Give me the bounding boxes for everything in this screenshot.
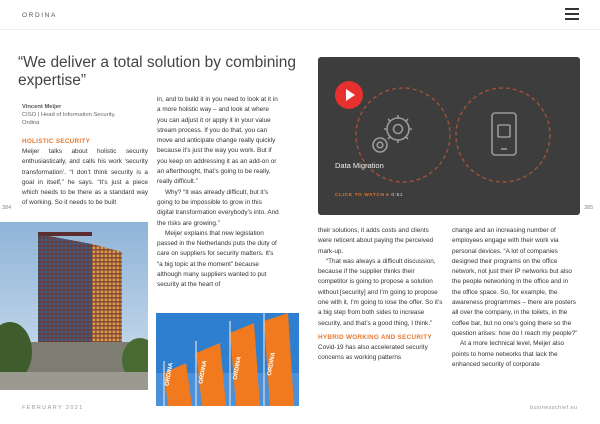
paragraph: “That was always a difficult discussion, because if the supplier thinks their competitor is going to propose a solution without [security] and I’m going to propose one with it, I’m going to lose the offer. So it’s a big step from both sides to increase security, and that’s a good thing, I think.”: [318, 257, 443, 327]
byline-title: CISO | Head of Information Security,: [22, 112, 116, 118]
click-to-watch-link[interactable]: [335, 193, 403, 198]
flag-text: ORDINA: [164, 362, 175, 387]
flag-text: ORDINA: [198, 360, 209, 385]
smartphone-icon: [492, 113, 516, 155]
video-illustration: [318, 57, 580, 215]
brand-logo[interactable]: ORDINA: [22, 12, 57, 19]
byline: [22, 103, 116, 127]
paragraph: change and an increasing number of employees engage with their work via personal devices. “A lot of companies designed their programs on the office network, not just their IP networks but also the people networking in the office and in the office space. So, for example, the awareness programmes – there are posters all over the company, in the toilets, in the coffee bar, but no one’s going there so the question arises: how do I reach my people?”: [452, 227, 578, 337]
paragraph: At a more technical level, Meijer also points to home networks that lack the enhanced security of corporate: [452, 340, 565, 368]
paragraph: their solutions, it adds costs and clients were reticent about paying the perceived mark-up.: [318, 227, 434, 255]
article-column-4: [452, 226, 578, 370]
article-headline: “We deliver a total solution by combining expertise”: [18, 54, 296, 89]
cta-arrow-icon: ▸: [386, 193, 390, 198]
cta-label: CLICK TO WATCH: [335, 193, 385, 198]
photo-office-building: [0, 222, 148, 390]
video-title: Data Migration: [335, 161, 384, 170]
paragraph: Meijer explains that new legislation passed in the Netherlands puts the duty of care on suppliers for security matters. It’s “a big topic at the moment” because although many suppliers wanted to put security at the heart of: [157, 229, 277, 289]
video-duration: 0:51: [391, 193, 404, 198]
footer-date: FEBRUARY 2021: [22, 405, 84, 411]
page-number-right: 385: [584, 205, 594, 211]
paragraph: Covid-19 has also accelerated security concerns as working patterns: [318, 343, 428, 362]
byline-company: Ordina: [22, 120, 40, 126]
article-column-3: [318, 226, 443, 364]
flag-text: ORDINA: [232, 356, 243, 381]
play-button[interactable]: [335, 81, 363, 109]
subhead-hybrid-working: HYBRID WORKING AND SECURITY: [318, 333, 432, 341]
top-bar: [0, 0, 600, 30]
photo-ordina-flags: [156, 313, 299, 406]
video-player[interactable]: [318, 57, 580, 215]
paragraph: in, and to build it in you need to look at it in a more holistic way – and look at where you can adjust it or apply it in your value stream process. If you do that, you can move and anticipate change really quickly because it’s just the way you work. But if you keep on addressing it as an add-on or an afterthought, that’s going to be really, really difficult.”: [157, 96, 278, 186]
byline-name: Vincent Meijer: [22, 104, 62, 110]
article-column-2: [157, 95, 279, 291]
paragraph: Meijer talks about holistic security enthusiastically, and calls his work ‘security transformation’. “I don’t think security is a goal in itself,” he says. “It’s just a piece which needs to be there as a standard way of working. So it needs to be built: [22, 148, 148, 207]
menu-icon[interactable]: [565, 8, 579, 20]
article-column-1: [22, 137, 148, 209]
paragraph: Why? “It was already difficult, but it’s going to be impossible to grow in this digital transformation everybody’s into. And the risks are growing.”: [157, 188, 279, 227]
flag-text: ORDINA: [266, 351, 277, 377]
gears-icon: [373, 115, 412, 152]
page-number-left: 384: [2, 205, 12, 211]
footer-site[interactable]: businesschief.eu: [530, 405, 578, 411]
subhead-holistic-security: HOLISTIC SECURITY: [22, 138, 91, 145]
